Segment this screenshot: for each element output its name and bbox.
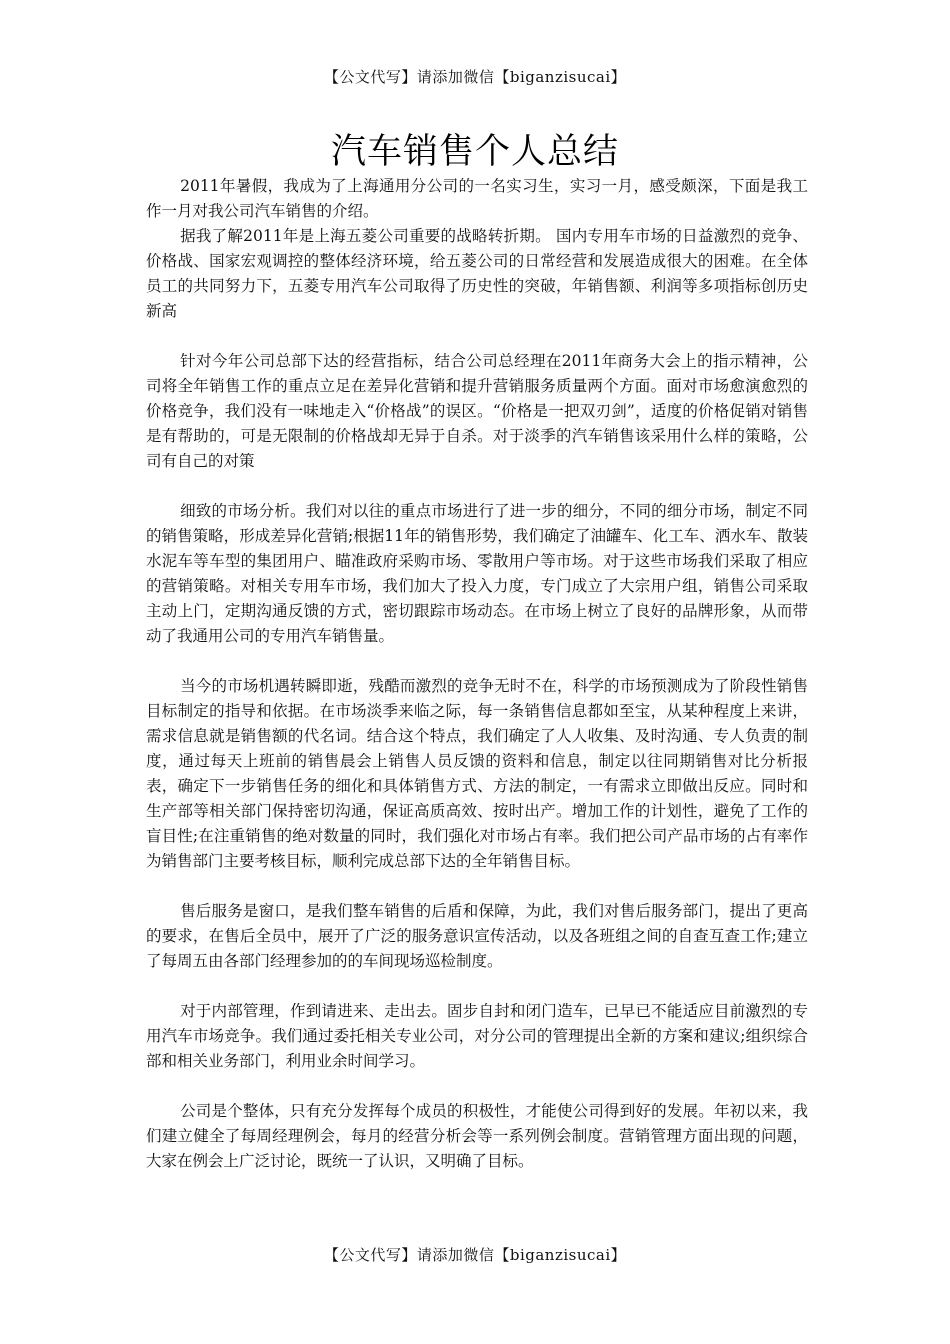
document-body — [146, 174, 808, 1174]
document-title: 汽车销售个人总结 — [330, 132, 619, 172]
paragraph-teamwork: 公司是个整体，只有充分发挥每个成员的积极性，才能使公司得到好的发展。年初以来，我们建立健全了每周经理例会，每月的经营分析会等一系列例会制度。营销管理方面出现的问题，大家在例会上广泛讨论，既统一了认识，又明确了目标。 — [146, 1102, 808, 1170]
paragraph-background: 据我了解2011年是上海五菱公司重要的战略转折期。 国内专用车市场的日益激烈的竞争、价格战、国家宏观调控的整体经济环境，给五菱公司的日常经营和发展造成很大的困难。在全体员工的共同努力下，五菱专用汽车公司取得了历史性的突破，年销售额、利润等多项指标创历史新高 — [146, 227, 808, 320]
paragraph-market-analysis: 细致的市场分析。我们对以往的重点市场进行了进一步的细分，不同的细分市场，制定不同的销售策略，形成差异化营销;根据11年的销售形势，我们确定了油罐车、化工车、洒水车、散装水泥车等车型的集团用户、瞄准政府采购市场、零散用户等市场。对于这些市场我们采取了相应的营销策略。对相关专用车市场，我们加大了投入力度，专门成立了大宗用户组，销售公司采取主动上门，定期沟通反馈的方式，密切跟踪市场动态。在市场上树立了良好的品牌形象，从而带动了我通用公司的专用汽车销售量。 — [146, 502, 808, 645]
paragraph-strategy: 针对今年公司总部下达的经营指标，结合公司总经理在2011年商务大会上的指示精神，公司将全年销售工作的重点立足在差异化营销和提升营销服务质量两个方面。面对市场愈演愈烈的价格竞争，我们没有一味地走入“价格战”的误区。“价格是一把双刃剑”，适度的价格促销对销售是有帮助的，可是无限制的价格战却无异于自杀。对于淡季的汽车销售该采用什么样的策略，公司有自己的对策 — [146, 352, 808, 470]
paragraph-after-sales: 售后服务是窗口，是我们整车销售的后盾和保障，为此，我们对售后服务部门，提出了更高的要求，在售后全员中，展开了广泛的服务意识宣传活动，以及各班组之间的自查互查工作;建立了每周五由各部门经理参加的的车间现场巡检制度。 — [146, 902, 808, 970]
paragraph-internal-management: 对于内部管理，作到请进来、走出去。固步自封和闭门造车，已早已不能适应目前激烈的专用汽车市场竞争。我们通过委托相关专业公司，对分公司的管理提出全新的方案和建议;组织综合部和相关业务部门，利用业余时间学习。 — [146, 1002, 808, 1070]
page-header: 【公文代写】请添加微信【biganzisucai】 — [323, 68, 627, 86]
paragraph-market-forecast: 当今的市场机遇转瞬即逝，残酷而激烈的竞争无时不在，科学的市场预测成为了阶段性销售目标制定的指导和依据。在市场淡季来临之际，每一条销售信息都如至宝，从某种程度上来讲，需求信息就是销售额的代名词。结合这个特点，我们确定了人人收集、及时沟通、专人负责的制度，通过每天上班前的销售晨会上销售人员反馈的资料和信息，制定以往同期销售对比分析报表，确定下一步销售任务的细化和具体销售方式、方法的制定，一有需求立即做出反应。同时和生产部等相关部门保持密切沟通，保证高质高效、按时出产。增加工作的计划性，避免了工作的盲目性;在注重销售的绝对数量的同时，我们强化对市场占有率。我们把公司产品市场的占有率作为销售部门主要考核目标，顺利完成总部下达的全年销售目标。 — [146, 677, 808, 870]
page-footer: 【公文代写】请添加微信【biganzisucai】 — [323, 1246, 627, 1264]
paragraph-intro: 2011年暑假，我成为了上海通用分公司的一名实习生，实习一月，感受颇深，下面是我工作一月对我公司汽车销售的介绍。 — [146, 177, 808, 220]
